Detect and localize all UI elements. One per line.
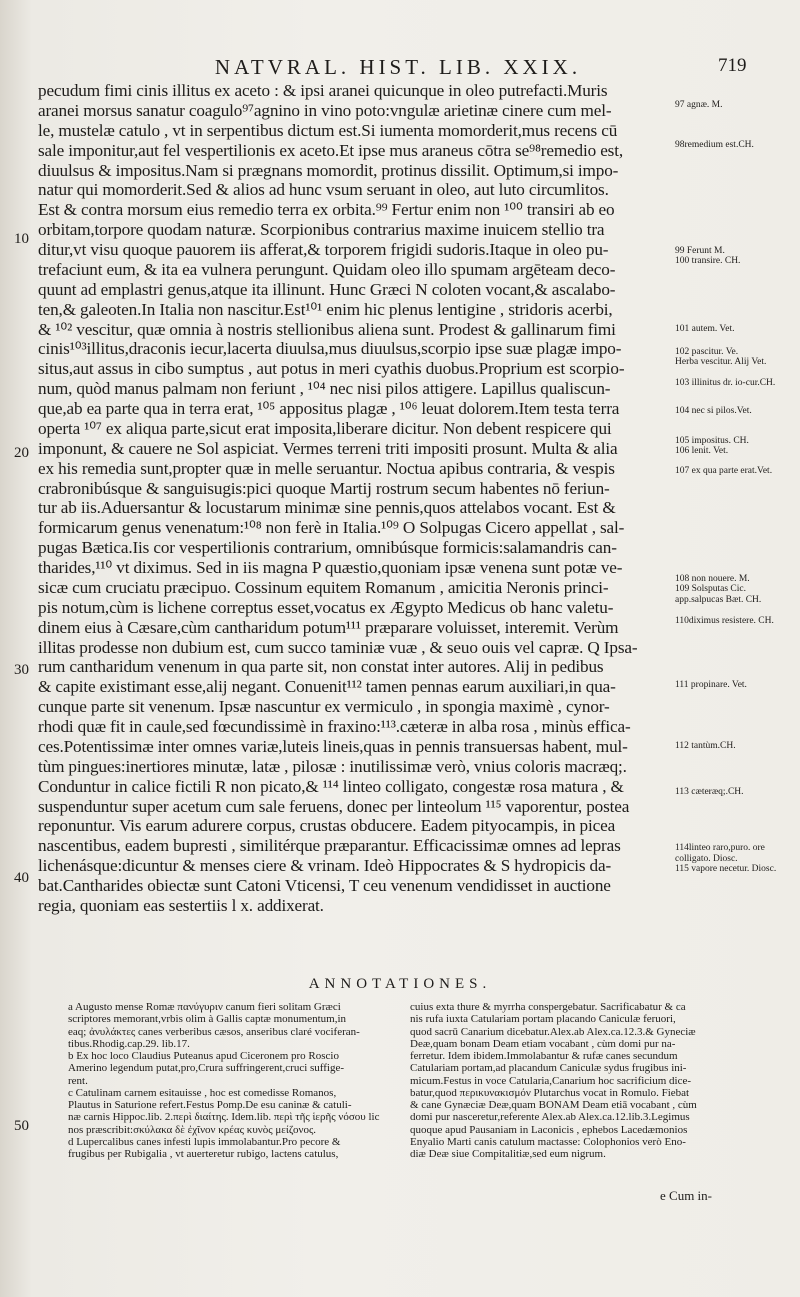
annotation-line: frugibus per Rubigalia , vt auerteretur rubigo, lactens catulus, (68, 1148, 339, 1160)
margin-note: 112 tantùm.CH. (675, 741, 736, 751)
annotation-line: Amerino legendum putat,pro,Crura suffringerent,cruci suffige- (68, 1062, 345, 1075)
margin-note: 102 pascitur. Ve. (675, 347, 739, 357)
annotation-line: Enyalio Marti canis catulum mactasse: Colophonios verò Eno- (410, 1135, 686, 1148)
text-line: cunque parte sit venenum. Ipsæ nascuntur ex vermiculo , in spongia maximè , cynor- (38, 697, 610, 717)
annotation-line: quoque apud Pausaniam in Laconicis , ephebos Lacedæmonios (410, 1123, 688, 1136)
text-line: natur qui momorderit.Sed & alios ad hunc vsum seruant in oleo, aut luto circumlitos. (38, 180, 609, 200)
annotation-line: domi pur nasceretur,referente Alex.ab Alex.ca.12.lib.3.Legimus (410, 1111, 690, 1124)
margin-note: 103 illinitus dr. io-cur.CH. (675, 378, 776, 388)
annotation-line: rent. (68, 1074, 88, 1087)
annotations-title: ANNOTATIONES. (308, 976, 492, 992)
margin-note: 104 nec si pilos.Vet. (675, 406, 752, 416)
text-line: Conduntur in calice fictili R non picato,& ¹¹⁴ linteo colligato, congestæ rosa matura , & (38, 776, 624, 796)
text-line: imponunt, & cauere ne Sol aspiciat. Vermes terreni triti impositi prosunt. Multa & alia (38, 438, 618, 458)
text-line: reponuntur. Vis earum adurere corpus, crustas obducere. Eadem pityocampis, in picea (38, 816, 616, 836)
text-line: formicarum genus venenatum:¹⁰⁸ non ferè in Italia.¹⁰⁹ O Solpugas Cicero appellat , sal- (38, 518, 625, 538)
text-line: situs,aut assus in cibo sumptus , aut potus in meri cyathis duobus.Proprium est scorpio- (38, 359, 625, 379)
text-line: ex his remedia sunt,propter quæ in melle seruantur. Noctua apibus contraria, & vespis (38, 458, 615, 478)
text-line: bat.Cantharides obiectæ sunt Catoni Vticensi, T ceu venenum vendidisset in auctione (38, 876, 611, 895)
text-line: pugas Bætica.Iis cor vespertilionis contrarium, omnibúsque formicis:salamandris can- (38, 538, 617, 558)
margin-note: 99 Ferunt M. (675, 246, 725, 256)
line-number: 40 (14, 870, 29, 886)
line-number: 30 (14, 662, 29, 678)
annotations-left-column (68, 1001, 398, 1160)
running-title: NATVRAL. HIST. LIB. XXIX. (214, 55, 582, 79)
margin-note: 101 autem. Vet. (675, 324, 735, 334)
annotation-line: Deæ,quam bonam Deam etiam vocabant , cùm domi pur na- (410, 1037, 676, 1050)
annotation-line: cuius exta thure & myrrha conspergebatur. Sacrificabatur & ca (410, 1001, 686, 1013)
margin-note: 114linteo raro,puro. ore colligato. Diosc. (675, 843, 765, 864)
text-line: diuulsus & impositus.Nam si prægnans momordit, protinus dissilit. Optimum,si impo- (38, 160, 619, 180)
text-line: sicæ cum cruciatu præcipuo. Cossinum equitem Romanum , amicitia Neronis princi- (38, 577, 609, 597)
text-line: cinis¹⁰³illitus,draconis iecur,lacerta diuulsa,mus diuulsus,scorpio ipse suæ plagæ impo- (38, 339, 622, 359)
annotation-line: ferretur. Idem ibidem.Immolabantur & rufæ canes secundum (410, 1050, 678, 1062)
page-number: 719 (718, 55, 747, 76)
margin-note: 97 agnæ. M. (675, 100, 723, 110)
margin-note: 111 propinare. Vet. (675, 680, 747, 690)
annotation-line: tibus.Rhodig.cap.29. lib.17. (68, 1037, 190, 1050)
text-line: lichenásque:dicuntur & menses ciere & vrinam. Ideò Hippocrates & S hydropicis da- (38, 856, 612, 876)
text-line: ten,& galeoten.In Italia non nascitur.Est¹⁰¹ enim hic plenus lentigine , stridoris acerbi, (38, 299, 613, 319)
line-number: 20 (14, 445, 29, 461)
margin-note: Herba vescitur. Alij Vet. (675, 357, 767, 367)
annotation-line: a Augusto mense Romæ πανύγυριν canum fieri solitam Græci (68, 1001, 341, 1013)
text-line: operta ¹⁰⁷ ex aliqua parte,sicut erat imposita,liberare dicitur. Non debent respicere qui (38, 418, 612, 438)
text-line: orbitam,torpore quodam naturæ. Scorpionibus contrarius maxime inuicem stellio tra (38, 220, 605, 240)
annotation-line: micum.Festus in voce Catularia,Canarium hoc sacrificium dice- (410, 1074, 692, 1087)
text-line: quunt ad emplastri genus,atque ita illinunt. Hunc Græci N coloten vocant,& ascalabo- (38, 279, 616, 299)
text-line: & capite existimant esse,alij negant. Conuenit¹¹² tamen pennas earum auxiliari,in qua- (38, 677, 616, 697)
text-line: tharides,¹¹⁰ vt diximus. Sed in iis magna P quæstio,quoniam ipsæ venena sunt potæ ve- (38, 558, 623, 577)
text-line: ditur,vt visu quoque pauorem iis afferat,& torporem frigidi sudoris.Itaque in oleo pu- (38, 240, 609, 259)
annotation-line: nos præscribit:σκύλακα δὲ ἐχῖνον κρέας κυνὸς μείζονος. (68, 1123, 317, 1136)
main-text-column (38, 81, 668, 916)
margin-note: 113 cæteræq;.CH. (675, 787, 744, 797)
text-line: num, quòd manus palmam non feriunt , ¹⁰⁴ nec nisi pilos attigere. Lapillus qualiscun- (38, 379, 611, 399)
text-line: pecudum fimi cinis illitus ex aceto : & ipsi aranei quicunque in oleo putrefacti.Muris (38, 81, 608, 100)
annotations-right-column (410, 1001, 740, 1160)
margin-note: 98remedium est.CH. (675, 140, 754, 150)
annotation-line: eaq; ἀνυλάκτες canes verberibus cæsos, anseribus claré vociferan- (68, 1025, 360, 1038)
text-line: sale imponitur,aut fel vespertilionis ex aceto.Et ipse mus araneus cōtra se⁹⁸remedio est, (38, 140, 623, 160)
margin-note: 108 non nouere. M. (675, 574, 750, 584)
text-line: regia, quoniam eas sestertiis l x. addixerat. (38, 895, 324, 915)
annotation-line: b Ex hoc loco Claudius Puteanus apud Ciceronem pro Roscio (68, 1050, 339, 1062)
text-line: rhodi quæ fit in caule,sed fœcundissimè in fraxino:¹¹³.cæteræ in alba rosa , minùs effica- (38, 717, 631, 736)
text-line: Est & contra morsum eius remedio terra ex orbita.⁹⁹ Fertur enim non ¹⁰⁰ transiri ab eo (38, 200, 615, 220)
margin-note: 110diximus resistere. CH. (675, 616, 774, 626)
annotation-line: diæ Deæ siue Compitalitiæ,sed eum nigrum. (410, 1148, 606, 1160)
annotation-line: scriptores memorant,vrbis olim à Gallis captæ monumentum,in (68, 1013, 347, 1026)
text-line: nascentibus, eadem bupresti , similitérque præparantur. Efficacissimæ omnes ad lepras (38, 836, 621, 856)
annotation-line: Plautus in Saturione refert.Festus Pomp.De esu caninæ & catuli- (68, 1099, 352, 1111)
text-line: suspenduntur super acetum cum sale feruens, donec per linteolum ¹¹⁵ vaporentur, postea (38, 796, 630, 816)
text-line: & ¹⁰² vescitur, quæ omnia à nostris stellionibus aliena sunt. Prodest & gallinarum fimi (38, 319, 616, 339)
text-line: crabronibúsque & sanguisugis:pici quoque Martij rostrum secum habentes nō feriun- (38, 478, 610, 498)
text-line: illitas prodesse non dubium est, cum succo taminiæ vuæ , & seuo ouis vel capræ. Q Ipsa- (38, 637, 638, 657)
margin-note: 109 Solsputas Cic. app.salpucas Bæt. CH. (675, 584, 762, 605)
text-line: aranei morsus sanatur coagulo⁹⁷agnino in vino poto:vngulæ arietinæ cinere cum mel- (38, 100, 612, 120)
annotation-line: nis rufa iuxta Catulariam portam placando Caniculæ feruori, (410, 1013, 676, 1026)
text-line: rum cantharidum venenum in qua parte sit, non constat inter autores. Alij in pedibus (38, 657, 604, 677)
margin-note: 105 impositus. CH. (675, 436, 749, 446)
text-line: trefaciunt eum, & ita ea vulnera perungunt. Quidam oleo illo spumam argēteam deco- (38, 259, 616, 279)
annotation-line: d Lupercalibus canes infesti lupis immolabantur.Pro pecore & (68, 1135, 341, 1148)
margin-note: 107 ex qua parte erat.Vet. (675, 466, 773, 476)
margin-note: 115 vapore necetur. Diosc. (675, 864, 777, 874)
text-line: pis notum,cùm is lichene correptus esset,vocatus ex Ægypto Medicus ob hanc valetu- (38, 597, 614, 617)
margin-note: 106 lenit. Vet. (675, 446, 729, 456)
annotation-line: & cane Gynæciæ Deæ,quam BONAM Deam etiā vocabant , cùm (410, 1099, 697, 1111)
line-number: 50 (14, 1118, 29, 1134)
line-number: 10 (14, 231, 29, 247)
text-line: tur ab iis.Aduersantur & locustarum minimæ sine pennis,quos attelabos vocant. Est & (38, 498, 616, 518)
catchword: e Cum in- (660, 1188, 712, 1203)
text-line: tùm pingues:inertiores minutæ, latæ , pilosæ : inutilissimæ verò, vnius coloris macræq;. (38, 756, 627, 776)
text-line: ces.Potentissimæ inter omnes variæ,luteis lineis,quas in pennis transuersas habent, mul- (38, 736, 628, 756)
annotation-line: batur,quod περικυνακισμόν Plutarchus vocat in Romulo. Fiebat (410, 1086, 690, 1099)
annotation-line: quod sacrū Canarium dicebatur.Alex.ab Alex.ca.12.3.& Gyneciæ (410, 1025, 696, 1038)
text-line: le, mustelæ catulo , vt in serpentibus dictum est.Si iumenta momorderit,mus recens cū (38, 120, 618, 140)
annotation-line: c Catulinam carnem esitauisse , hoc est comedisse Romanos, (68, 1086, 337, 1099)
annotation-line: næ carnis Hippoc.lib. 2.περὶ διαίτης. Idem.lib. περὶ τῆς ἱερῆς νόσου lic (68, 1111, 380, 1124)
margin-note: 100 transire. CH. (675, 256, 741, 266)
annotation-line: Catulariam portam,ad placandum Caniculæ sydus frugibus ini- (410, 1062, 687, 1075)
text-line: dinem eius à Cæsare,cùm cantharidum potum¹¹¹ præparare voluisset, interemit. Verùm (38, 617, 619, 637)
text-line: que,ab ea parte qua in terra erat, ¹⁰⁵ appositus plagæ , ¹⁰⁶ leuat dolorem.Item testa terra (38, 399, 620, 418)
